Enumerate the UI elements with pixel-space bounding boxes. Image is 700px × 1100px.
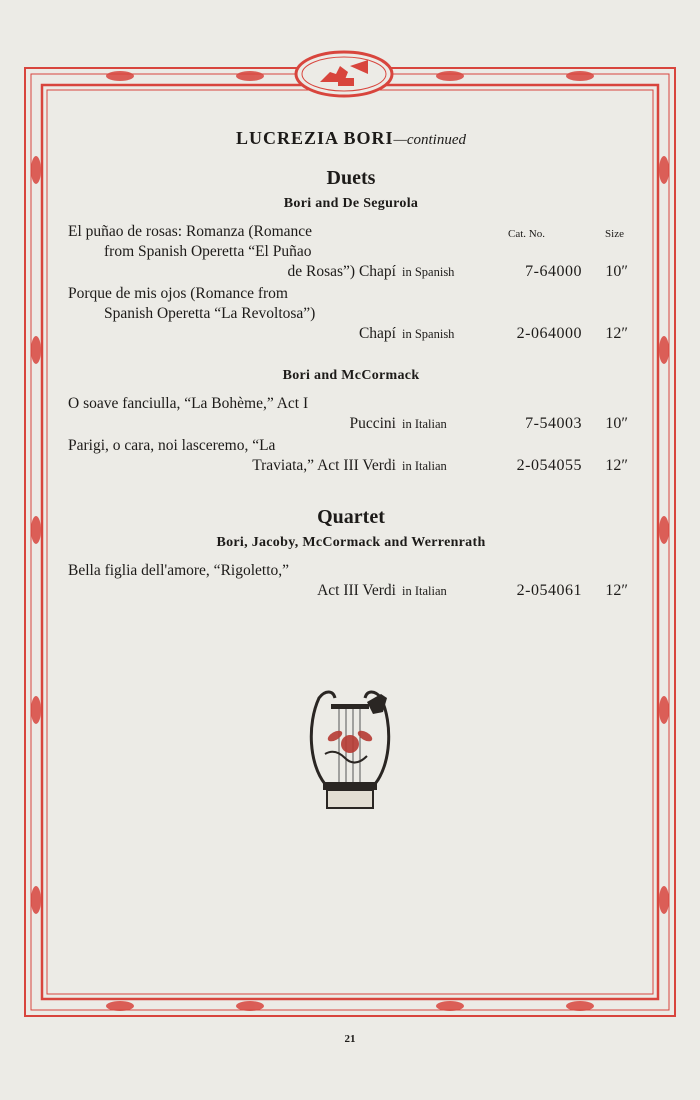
group-title: Bori, Jacoby, McCormack and Werrenrath <box>216 535 486 550</box>
catalog-number: 7-54003 <box>525 415 582 432</box>
record-entry <box>68 436 634 476</box>
language: in Spanish <box>402 265 455 279</box>
section-title-duets: Duets <box>326 167 376 189</box>
section-title-quartet: Quartet <box>317 506 385 528</box>
record-entry <box>68 284 634 344</box>
catalog-number: 2-054061 <box>516 582 582 599</box>
record-title <box>68 222 396 282</box>
title-line: Parigi, o cara, noi lasceremo, “La <box>68 437 276 454</box>
record-size: 10″ <box>605 263 628 280</box>
group-title: Bori and McCormack <box>282 368 420 383</box>
page-number: 21 <box>344 1033 356 1045</box>
cat-no-heading: Cat. No. <box>508 228 545 240</box>
title-line: de Rosas”) Chapí <box>287 263 396 280</box>
size-heading: Size <box>605 228 624 240</box>
continued-label: —continued <box>393 132 467 148</box>
title-line: Bella figlia dell'amore, “Rigoletto,” <box>68 562 290 579</box>
record-title <box>68 561 396 601</box>
title-line: Spanish Operetta “La Revoltosa”) <box>104 305 316 322</box>
record-size: 10″ <box>605 415 628 432</box>
title-line: Porque de mis ojos (Romance from <box>68 285 288 302</box>
his-masters-voice-emblem <box>296 52 392 96</box>
record-title <box>68 436 396 476</box>
record-size: 12″ <box>605 582 628 599</box>
record-title <box>68 394 396 434</box>
language: in Italian <box>402 417 447 431</box>
page-heading <box>68 128 634 149</box>
record-columns <box>396 324 634 344</box>
title-line: Act III Verdi <box>317 582 396 599</box>
record-columns <box>396 581 634 601</box>
title-line: El puñao de rosas: Romanza (Romance <box>68 223 313 240</box>
catalog-number: 2-054055 <box>516 457 582 474</box>
record-title <box>68 284 396 344</box>
column-headings <box>396 224 634 240</box>
language: in Italian <box>402 584 447 598</box>
record-entry <box>68 561 634 601</box>
page-content <box>68 120 634 601</box>
record-size: 12″ <box>605 457 628 474</box>
title-line: Chapí <box>358 325 396 342</box>
artist-name: LUCREZIA BORI <box>235 128 394 148</box>
language: in Spanish <box>402 327 455 341</box>
language: in Italian <box>402 459 447 473</box>
catalog-number: 7-64000 <box>525 263 582 280</box>
title-line: Traviata,” Act III Verdi <box>252 457 396 474</box>
catalog-number: 2-064000 <box>516 325 582 342</box>
record-columns <box>396 414 634 434</box>
record-size: 12″ <box>605 325 628 342</box>
title-line: Puccini <box>349 415 396 432</box>
record-columns <box>396 456 634 476</box>
lyre-emblem <box>305 684 395 814</box>
record-entry <box>68 222 634 282</box>
record-columns <box>396 262 634 282</box>
title-line: O soave fanciulla, “La Bohème,” Act I <box>68 395 309 412</box>
record-entry <box>68 394 634 434</box>
title-line: from Spanish Operetta “El Puñao <box>104 243 312 260</box>
group-title: Bori and De Segurola <box>283 196 419 211</box>
